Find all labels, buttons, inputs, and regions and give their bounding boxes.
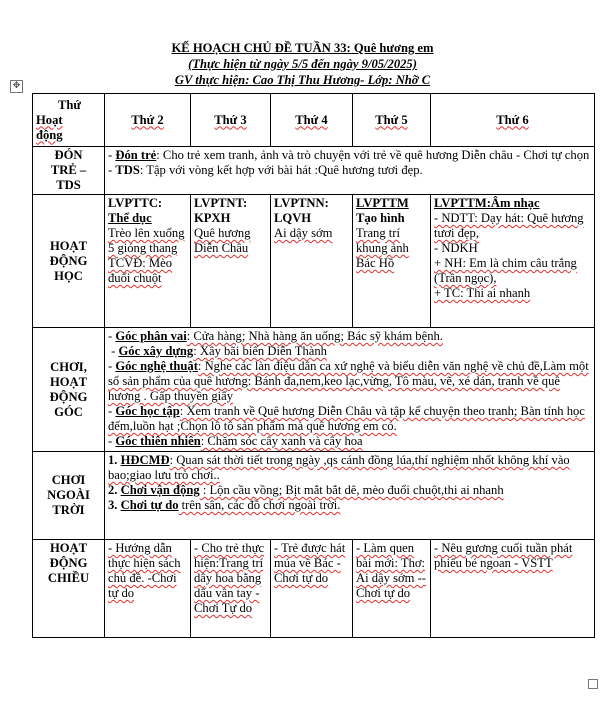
row-label-choi-ngoai-troi: CHƠI NGOÀI TRỜI <box>33 452 105 540</box>
corner-cell: Thứ Hoạt động <box>33 94 105 147</box>
hoc-thu: LVPTTM Tạo hình Trang trí khung ảnh Bác Hồ <box>353 195 431 328</box>
goc-xay-dung: - Góc xây dựng: Xây bãi biển Diễn Thành <box>108 344 327 358</box>
goc-nghe-thuat: - Góc nghệ thuật: Nghe các làn điệu dân ca xứ nghệ và biểu diễn văn nghệ về chủ đề,Làm một số sản phẩm của quê hương: Bánh đa,nem,keo lạc,vừng, Tô màu, vẽ, xé dán, tranh về quê hương . Gấp thuyền giấy <box>108 359 589 403</box>
row-don-tre <box>33 147 595 195</box>
goc-hoc-tap: - Góc học tập: Xem tranh về Quê hương Diễn Châu và tập kể chuyện theo tranh; Bàn tính học đếm,luồn hạt ;Chọn lô tô sản phẩm mà quê hương em có. <box>108 404 585 433</box>
chieu-wed: - Trẻ được hát múa về Bác -Chơi tự do <box>271 540 353 638</box>
chieu-thu: - Làm quen bài mới: Thơ: Ai dậy sớm --Chơi tự do <box>353 540 431 638</box>
day-header-mon: Thứ 2 <box>105 94 191 147</box>
row-hoat-dong-chieu <box>33 540 595 638</box>
plan-title: KẾ HOẠCH CHỦ ĐỀ TUẦN 33: Quê hương em <box>171 41 434 55</box>
row-label-choi-goc: CHƠI, HOẠT ĐỘNG GÓC <box>33 328 105 452</box>
plan-dates: (Thực hiện từ ngày 5/5 đến ngày 9/05/2025) <box>188 57 417 71</box>
weekly-plan-table <box>32 93 595 638</box>
day-header-thu: Thứ 5 <box>353 94 431 147</box>
chieu-tue: - Cho trẻ thực hiện:Trang trí dây hoa bằng dấu vân tay -Chơi Tự do <box>191 540 271 638</box>
don-tre-content: - Đón trẻ: Cho trẻ xem tranh, ảnh và trò chuyện với trẻ về quê hương Diễn châu - Chơi tự chọn - TDS: Tập với vòng kết hợp với bài hát :Quê hương tươi đẹp. <box>105 147 595 195</box>
chieu-mon: - Hướng dẫn thực hiện sách chủ đề. -Chơi tự do <box>105 540 191 638</box>
goc-thien-nhien: - Góc thiên nhiên: Chăm sóc cây xanh và cây hoa <box>108 434 363 448</box>
row-label-hoat-dong-hoc: HOẠT ĐỘNG HỌC <box>33 195 105 328</box>
table-resize-handle[interactable] <box>588 679 598 689</box>
hoc-wed: LVPTNN: LQVH Ai dậy sớm <box>271 195 353 328</box>
choi-ngoai-troi-content: 1. HĐCMĐ: Quan sát thời tiết trong ngày ,qs cánh đồng lúa,thí nghiệm nhốt không khí vào bao;giao lưu trò chơi.. 2. Chơi vận động : Lộn cầu vồng; Bịt mắt bắt dê, mèo đuổi chuột,thi ai nhanh 3. Chơi tự do trên sân, các đồ chơi ngoài trời. <box>105 452 595 540</box>
hoc-fri: LVPTTM:Âm nhạc - NDTT: Dạy hát: Quê hương tươi đẹp, - NDKH + NH: Em là chim câu trắng (Trần ngọc), + TC: Thi ai nhanh <box>431 195 595 328</box>
chieu-fri: - Nêu gương cuối tuần phát phiếu bé ngoan - VSTT <box>431 540 595 638</box>
hoc-tue: LVPTNT: KPXH Quê hương Diễn Châu <box>191 195 271 328</box>
row-choi-goc <box>33 328 595 452</box>
table-header-row <box>33 94 595 147</box>
day-header-tue: Thứ 3 <box>191 94 271 147</box>
row-hoat-dong-hoc <box>33 195 595 328</box>
table-move-handle-icon[interactable]: ✥ <box>10 80 23 93</box>
row-choi-ngoai-troi <box>33 452 595 540</box>
document-header <box>0 40 605 88</box>
hoc-mon: LVPTTC: Thể dục Trèo lên xuống 5 gióng thang TCVĐ: Mèo đuổi chuột <box>105 195 191 328</box>
goc-phan-vai: - Góc phân vai: Cửa hàng; Nhà hàng ăn uống; Bác sỹ khám bệnh. <box>108 329 443 343</box>
plan-teacher: GV thực hiện: Cao Thị Thu Hương- Lớp: Nhỡ C <box>174 73 431 87</box>
choi-goc-content <box>105 328 595 452</box>
row-label-hoat-dong-chieu: HOẠT ĐỘNG CHIỀU <box>33 540 105 638</box>
day-header-fri: Thứ 6 <box>431 94 595 147</box>
day-header-wed: Thứ 4 <box>271 94 353 147</box>
row-label-don-tre: ĐÓN TRẺ – TDS <box>33 147 105 195</box>
